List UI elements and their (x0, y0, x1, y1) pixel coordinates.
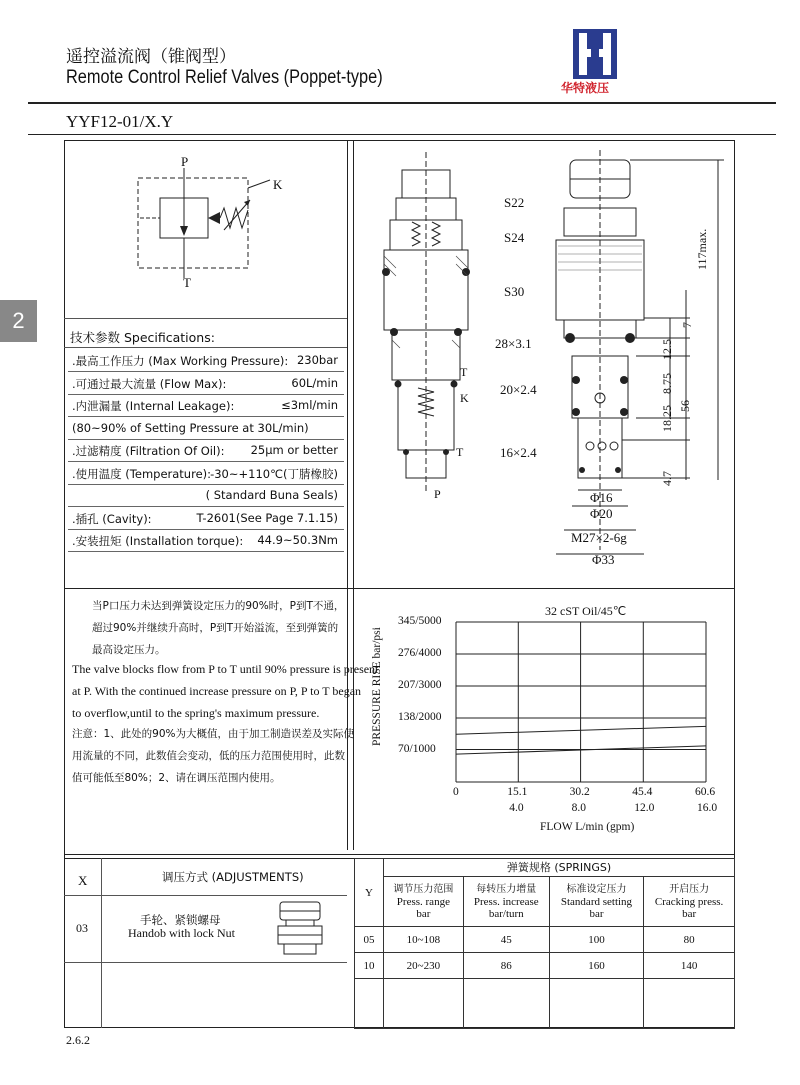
spec-row (68, 349, 344, 372)
frame-top (64, 140, 735, 141)
springs-cell (463, 979, 549, 1029)
frame-h1 (64, 588, 735, 589)
description-line: The valve blocks flow from P to T until 90% pressure is present (72, 662, 379, 676)
dim-thread: M27×2-6g (571, 530, 627, 545)
dim-s22: S22 (504, 195, 525, 210)
springs-cell: 10 (355, 953, 384, 979)
springs-cell (384, 979, 464, 1029)
adjust-x-head: X (78, 873, 88, 888)
spec-label: .最高工作压力 (Max Working Pressure): (72, 354, 289, 368)
dim-oring-3: 16×2.4 (500, 445, 537, 460)
dim-d20: Φ20 (590, 506, 613, 521)
chart-y-tick: 207/3000 (398, 679, 442, 691)
springs-cell: 80 (644, 927, 735, 953)
spec-heading: 技术参数 Specifications: (70, 330, 215, 345)
springs-header-line: 开启压力 (669, 883, 710, 895)
chart-x-tick-gpm: 8.0 (571, 802, 586, 814)
spec-row (68, 372, 344, 395)
model-number: YYF12-01/X.Y (66, 112, 174, 131)
section-port-t1: T (460, 365, 468, 379)
hydraulic-symbol (120, 150, 320, 290)
spec-row (68, 484, 344, 507)
spec-row (68, 439, 344, 462)
springs-cell: 10~108 (384, 927, 464, 953)
adjust-label-en: Handob with lock Nut (128, 926, 235, 940)
springs-col-header (463, 877, 549, 927)
adjust-label-cn: 手轮、紧锁螺母 (140, 913, 221, 927)
spec-label: .可通过最大流量 (Flow Max): (72, 376, 227, 391)
dim-4-7: 4.7 (660, 471, 674, 486)
section-port-k: K (460, 391, 469, 405)
company-logo (561, 27, 625, 97)
dim-117max: 117max. (695, 228, 709, 270)
description-line: 最高设定压力。 (92, 644, 166, 656)
dim-7: 7 (680, 322, 694, 328)
springs-header-line: bar (416, 907, 431, 920)
dim-oring-1: 28×3.1 (495, 336, 532, 351)
dim-oring-2: 20×2.4 (500, 382, 537, 397)
springs-cell: 20~230 (384, 953, 464, 979)
spec-value: T-2601(See Page 7.1.15) (196, 510, 338, 525)
springs-cell: 45 (463, 927, 549, 953)
header-rule (28, 102, 776, 104)
adjust-head-rule (64, 895, 347, 896)
frame-h2 (64, 854, 735, 855)
dim-d16: Φ16 (590, 490, 613, 505)
description-line: 注意：1、此处的90%为大概值，由于加工制造误差及实际使 (72, 728, 355, 740)
spec-value: 25μm or better (250, 443, 338, 457)
spec-label: .过滤精度 (Filtration Of Oil): (72, 444, 225, 458)
springs-header-line: bar (682, 907, 697, 920)
dim-s30: S30 (504, 284, 525, 299)
springs-header-line: 每转压力增量 (476, 883, 537, 895)
springs-col-header (549, 877, 643, 927)
chart-x-tick: 45.4 (632, 786, 653, 798)
description-line: 用流量的不同，此数值会变动，低的压力范围使用时，此数 (72, 750, 345, 762)
springs-row (355, 953, 735, 979)
chart-x-tick: 60.6 (695, 786, 716, 798)
spec-heading-rule (64, 347, 347, 348)
page-tab: 2 (0, 300, 37, 342)
spec-value: ( Standard Buna Seals) (205, 488, 338, 502)
spec-label: (80~90% of Setting Pressure at 30L/min) (72, 420, 309, 435)
spec-value: 60L/min (291, 375, 338, 390)
springs-header-line: bar (589, 907, 604, 920)
dim-56: 56 (678, 400, 692, 412)
springs-cell: 05 (355, 927, 384, 953)
section-port-p: P (434, 487, 441, 501)
section-port-t2: T (456, 445, 464, 459)
springs-col-header (384, 877, 464, 927)
springs-cell (355, 979, 384, 1029)
spec-row (68, 417, 344, 440)
chart-x-tick-gpm: 16.0 (697, 802, 718, 814)
springs-y-head: Y (355, 859, 384, 927)
symbol-port-p: P (181, 154, 189, 169)
spec-label: .安装扭矩 (Installation torque): (72, 534, 244, 548)
springs-header-line: Cracking press. (654, 895, 724, 908)
springs-header-line: 调节压力范围 (393, 883, 454, 895)
chart-y-tick: 276/4000 (398, 647, 442, 659)
description-line: 当P口压力未达到弹簧设定压力的90%时，P到T不通， (92, 600, 345, 612)
springs-cell: 140 (644, 953, 735, 979)
symbol-port-k: K (273, 177, 283, 192)
spec-row (68, 529, 344, 552)
spec-row (68, 507, 344, 530)
chart-x-tick: 15.1 (507, 786, 528, 798)
adjust-col-rule (101, 858, 102, 1028)
spec-value: 230bar (296, 353, 338, 367)
adjust-row-rule (64, 962, 347, 963)
dim-18-25: 18.25 (660, 405, 674, 432)
springs-header-line: Press. range (396, 895, 450, 908)
chart-x-tick: 30.2 (569, 786, 590, 798)
springs-cell: 100 (549, 927, 643, 953)
spec-value: ≤3ml/min (281, 398, 338, 412)
spec-row (68, 462, 344, 485)
spec-value: -30~+110℃(丁腈橡胶) (210, 466, 338, 481)
chart-title: 32 cST Oil/45℃ (545, 604, 627, 618)
springs-row (355, 927, 735, 953)
springs-cell (644, 979, 735, 1029)
springs-header-line: Standard setting (560, 895, 633, 908)
frame-mid-v2 (353, 140, 354, 850)
spec-row (68, 394, 344, 417)
valve-section-view (376, 152, 476, 492)
springs-cell (549, 979, 643, 1029)
springs-header-line: 标准设定压力 (566, 883, 627, 895)
symbol-port-t: T (183, 275, 191, 290)
chart-x-tick-gpm: 4.0 (509, 802, 524, 814)
chart-x-tick-gpm: 12.0 (634, 802, 655, 814)
dim-s24: S24 (504, 230, 525, 245)
springs-table (354, 858, 735, 1029)
springs-cell: 86 (463, 953, 549, 979)
adjust-code: 03 (76, 921, 88, 935)
springs-col-header (644, 877, 735, 927)
handknob-icon (272, 900, 328, 956)
description-line: 超过90%并继续升高时，P到T开始溢流，至到弹簧的 (92, 622, 339, 634)
spec-label: .使用温度 (Temperature): (72, 466, 212, 481)
footer-page: 2.6.2 (66, 1033, 90, 1047)
spec-top-rule (64, 318, 347, 319)
model-rule (28, 134, 776, 135)
springs-header-line: Press. increase (473, 895, 539, 908)
springs-empty-row (355, 979, 735, 1029)
dim-d33: Φ33 (592, 552, 615, 567)
title-cn: 遥控溢流阀（锥阀型） (66, 47, 236, 67)
springs-title: 弹簧规格 (SPRINGS) (384, 859, 735, 877)
frame-mid-v (347, 140, 348, 850)
description-line: 值可能低至80%；2、请在调压范围内使用。 (72, 772, 281, 784)
adjust-title: 调压方式 (ADJUSTMENTS) (162, 870, 304, 884)
spec-value: 44.9~50.3Nm (257, 533, 338, 547)
logo-text: 华特液压 (561, 81, 610, 95)
spec-label: .内泄漏量 (Internal Leakage): (72, 399, 235, 413)
chart-y-label: PRESSURE RISE bar/psi (371, 627, 383, 746)
chart-y-tick: 70/1000 (398, 742, 436, 755)
description-line: at P. With the continued increase pressure on P, P to T began (72, 684, 362, 698)
description-line: to overflow,until to the spring's maximum pressure. (72, 706, 320, 720)
chart-y-tick: 138/2000 (398, 711, 442, 723)
springs-header-line: bar/turn (488, 907, 524, 920)
chart-x-tick: 0 (453, 786, 459, 798)
dim-8-75: 8.75 (660, 373, 674, 394)
spec-label: .插孔 (Cavity): (72, 511, 152, 526)
chart-y-tick: 345/5000 (398, 615, 442, 627)
title-en: Remote Control Relief Valves (Poppet-type) (66, 67, 383, 88)
dim-12-5: 12.5 (660, 339, 674, 360)
springs-cell: 160 (549, 953, 643, 979)
chart-x-label: FLOW L/min (gpm) (540, 821, 635, 833)
pressure-flow-chart (450, 620, 710, 786)
